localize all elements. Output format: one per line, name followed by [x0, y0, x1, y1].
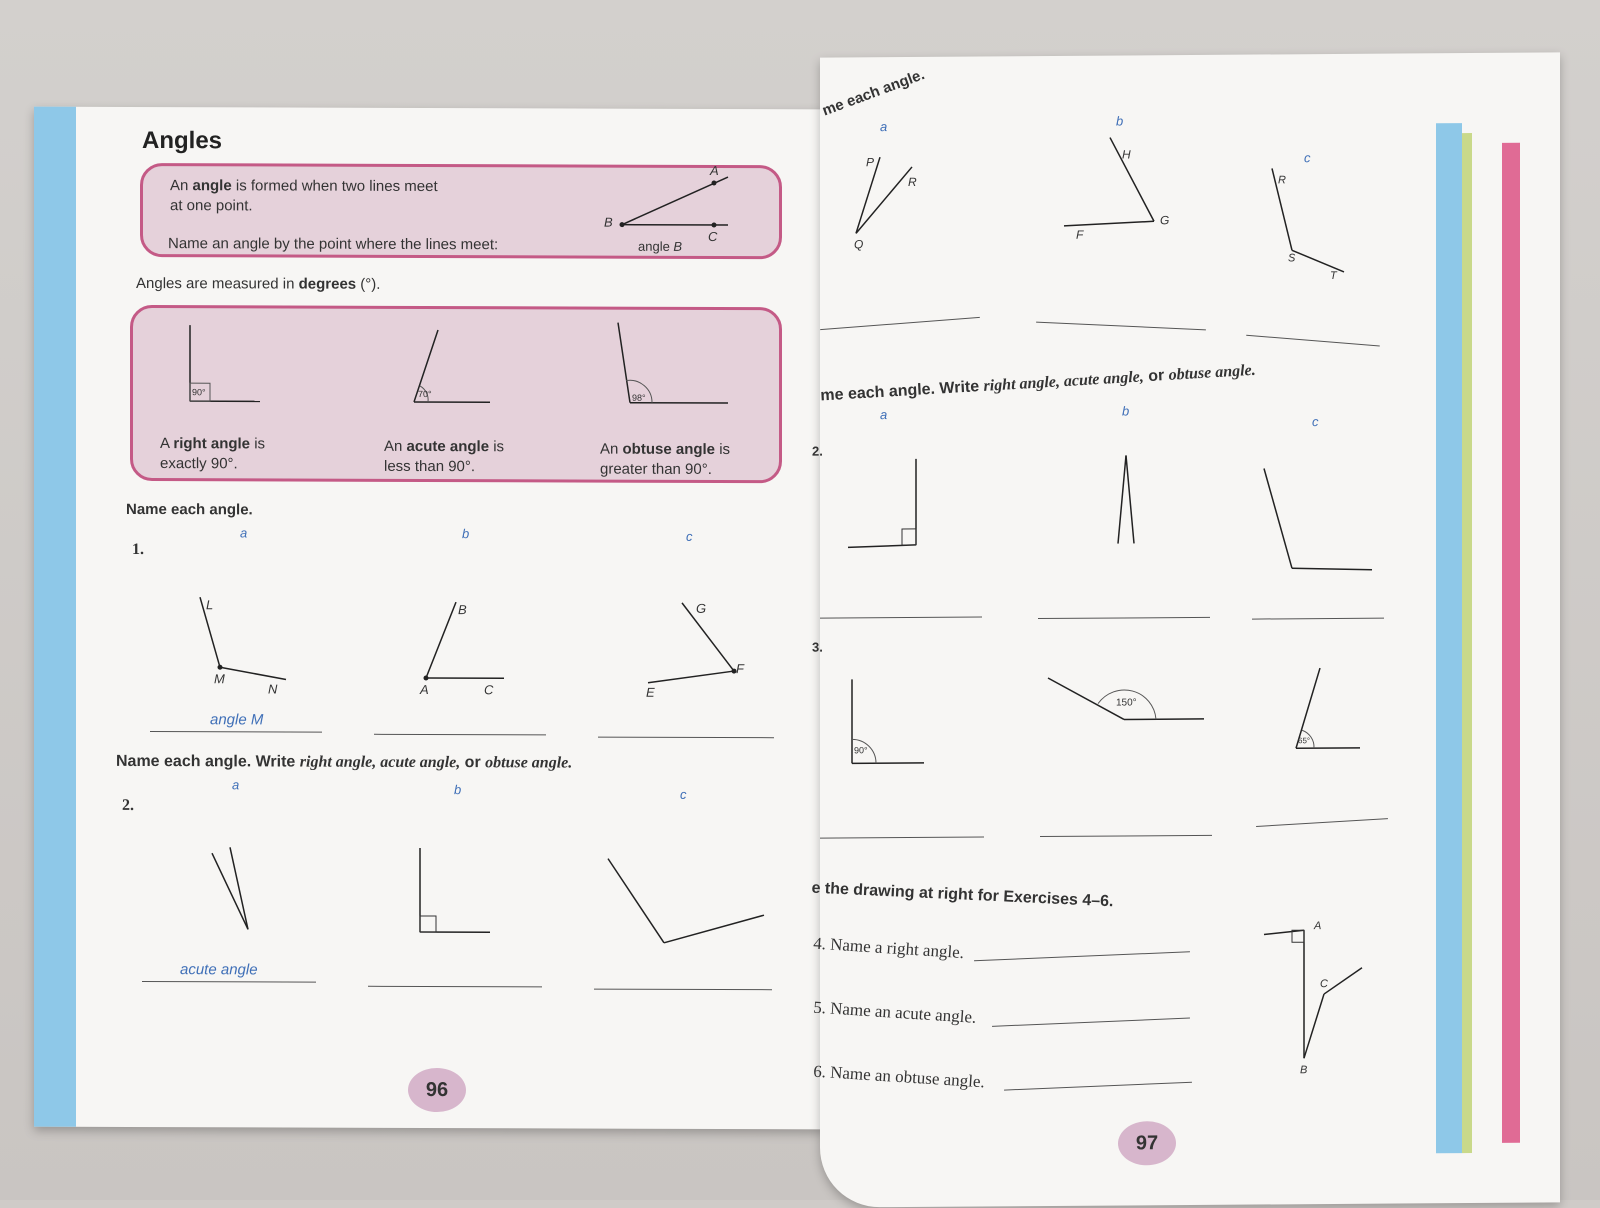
- right-column-b-label-2: b: [1122, 403, 1129, 418]
- degrees-statement: Angles are measured in degrees (°).: [136, 275, 380, 293]
- right-column-c-label: c: [1304, 150, 1311, 165]
- definition-line-3: Name an angle by the point where the lines meet:: [168, 235, 498, 253]
- exercise-3a-degree: 90°: [854, 745, 868, 755]
- point-label-g2: G: [1160, 213, 1169, 227]
- right-column-a-label-2: a: [880, 407, 887, 422]
- column-b-label: b: [462, 526, 469, 541]
- question-6: 6. Name an obtuse angle.: [813, 1062, 986, 1093]
- point-label-f: F: [736, 661, 744, 676]
- right-column-c-label-2: c: [1312, 414, 1319, 429]
- point-label-m: M: [214, 671, 225, 686]
- right-page: [820, 52, 1560, 1207]
- point-label-b: B: [604, 215, 613, 230]
- point-label-r2: R: [1278, 174, 1286, 186]
- page-number-97: 97: [1118, 1121, 1176, 1165]
- section-2-heading: Name each angle. Write right angle, acute angle, or obtuse angle.: [116, 753, 572, 773]
- definition-line-1: An angle is formed when two lines meet: [170, 177, 438, 195]
- point-label-c2: C: [484, 682, 493, 697]
- acute-angle-description-2: less than 90°.: [384, 458, 475, 475]
- page-title: Angles: [142, 127, 222, 155]
- point-label-h: H: [1122, 147, 1131, 161]
- right-angle-description-2: exactly 90°.: [160, 455, 238, 472]
- point-label-t: T: [1330, 270, 1337, 282]
- question-4: 4. Name a right angle.: [813, 934, 965, 963]
- point-label-p: P: [866, 155, 874, 169]
- right-exercise-3-number: 3.: [812, 640, 823, 655]
- point-label-f2: F: [1076, 228, 1083, 242]
- exercise-3c-degree: 65°: [1298, 736, 1310, 745]
- right-column-a-label: a: [880, 119, 887, 134]
- exercise-2-number: 2.: [122, 797, 134, 815]
- obtuse-angle-description-2: greater than 90°.: [600, 461, 712, 478]
- point-label-l: L: [206, 597, 213, 612]
- column-b-label-2: b: [454, 782, 461, 797]
- acute-angle-degree: 70°: [418, 389, 432, 399]
- exercise-2-diagrams: [34, 107, 824, 1130]
- obtuse-angle-degree: 98°: [632, 393, 646, 403]
- point-label-e: E: [646, 685, 655, 700]
- angle-b-caption: angle B: [638, 239, 682, 254]
- obtuse-angle-description: An obtuse angle is: [600, 441, 730, 458]
- point-label-n: N: [268, 681, 277, 696]
- exercise-3b-degree: 150°: [1116, 697, 1137, 708]
- section-1-heading: Name each angle.: [126, 501, 253, 518]
- right-section-2-heading: me each angle. Write right angle, acute angle, or obtuse angle.: [820, 362, 1256, 406]
- example-answer-2a: acute angle: [180, 961, 258, 978]
- acute-angle-description: An acute angle is: [384, 438, 504, 455]
- question-5: 5. Name an acute angle.: [813, 998, 977, 1028]
- point-label-a2: A: [420, 682, 429, 697]
- point-label-q: Q: [854, 237, 863, 251]
- point-label-b2: B: [458, 602, 467, 617]
- right-column-b-label: b: [1116, 113, 1123, 128]
- right-section-3-heading: e the drawing at right for Exercises 4–6.: [811, 880, 1114, 912]
- example-answer-1a: angle M: [210, 711, 263, 728]
- figure-point-c: C: [1320, 978, 1328, 990]
- right-angle-degree: 90°: [192, 387, 206, 397]
- exercise-1-number: 1.: [132, 541, 144, 559]
- column-c-label-2: c: [680, 787, 687, 802]
- page-number-96: 96: [408, 1068, 466, 1112]
- left-page: [34, 107, 824, 1130]
- definition-line-2: at one point.: [170, 197, 253, 214]
- figure-point-a: A: [1314, 920, 1321, 932]
- column-a-label: a: [240, 525, 247, 540]
- column-c-label: c: [686, 529, 693, 544]
- point-label-g: G: [696, 601, 706, 616]
- right-section-1-heading: me each angle.: [820, 66, 927, 119]
- point-label-r: R: [908, 175, 917, 189]
- right-exercise-2-number: 2.: [812, 444, 823, 459]
- column-a-label-2: a: [232, 777, 239, 792]
- point-label-s: S: [1288, 252, 1295, 264]
- point-label-c: C: [708, 229, 717, 244]
- exercises-4-6-figure: [820, 52, 1560, 1207]
- right-angle-description: A right angle is: [160, 435, 265, 452]
- point-label-a: A: [710, 163, 719, 178]
- figure-point-b: B: [1300, 1064, 1307, 1076]
